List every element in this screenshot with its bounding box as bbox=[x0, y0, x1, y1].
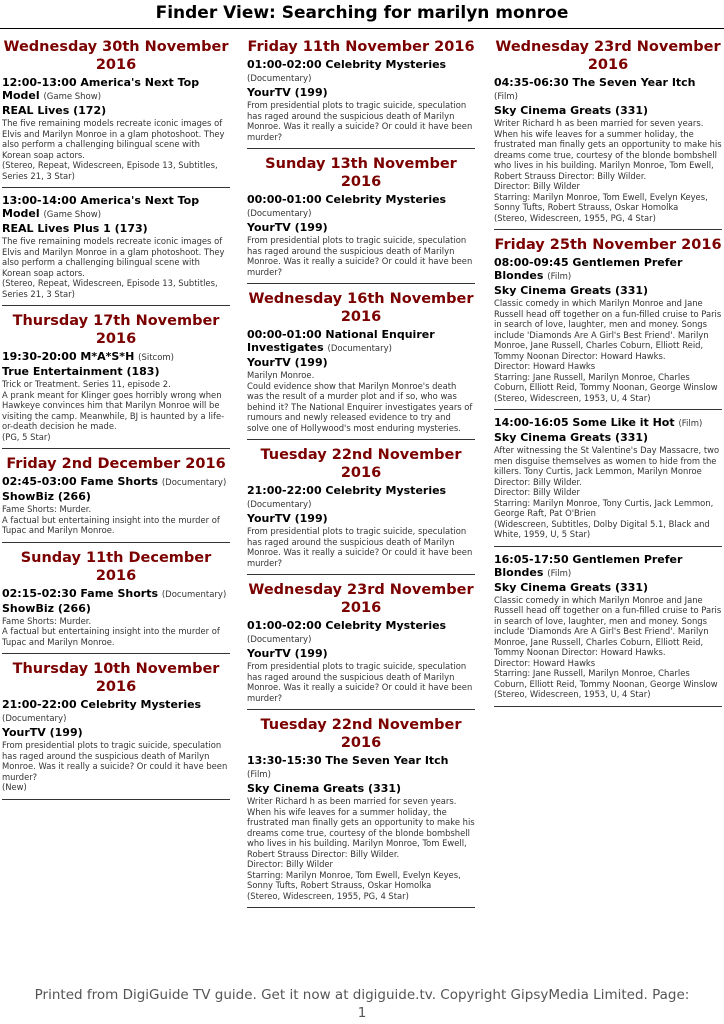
listing-column-3 bbox=[494, 38, 722, 713]
channel-name: Sky Cinema Greats (331) bbox=[494, 431, 649, 444]
programme-genre: (Film) bbox=[678, 419, 703, 429]
listing-entry bbox=[494, 256, 722, 410]
programme-heading bbox=[494, 416, 722, 431]
programme-heading bbox=[247, 484, 475, 512]
programme-genre: (Game Show) bbox=[43, 210, 102, 220]
day-heading: Wednesday 23rd November 2016 bbox=[248, 582, 474, 616]
day-heading: Friday 25th November 2016 bbox=[494, 237, 722, 253]
programme-time-title: 21:00-22:00 Celebrity Mysteries bbox=[2, 698, 202, 711]
programme-time-title: 08:00-09:45 Gentlemen Prefer Blondes bbox=[494, 256, 683, 282]
day-heading: Wednesday 16th November 2016 bbox=[248, 291, 474, 325]
programme-description: Writer Richard h as been married for seven years. When his wife leaves for a summer holiday, the frustrated man finally gets an opportunity to make his dreams come true, courtesy of the blonde bombshell who lives in his building. Marilyn Monroe, Tom Ewell, Robert Strauss Director: Billy Wilder. Director: Billy Wilder Starring: Marilyn Monroe, Tom Ewell, Evelyn Keyes, Sonny Tufts, Robert Strauss, Oskar Homolka (Stereo, Widescreen, 1955, PG, 4 Star) bbox=[247, 796, 475, 901]
programme-description: Marilyn Monroe. Could evidence show that Marilyn Monroe's death was the result of a murder plot and if so, who was behind it? The National Enquirer investigates years of rumours and newly released evidence to try and solve one of Hollywood's most enduring mysteries. bbox=[247, 370, 473, 433]
channel-name: REAL Lives Plus 1 (173) bbox=[2, 222, 148, 235]
programme-genre: (Film) bbox=[547, 568, 572, 579]
listing-entry bbox=[2, 698, 230, 800]
channel-name: ShowBiz (266) bbox=[2, 601, 91, 615]
programme-heading bbox=[2, 698, 230, 726]
programme-genre: (Documentary) bbox=[327, 344, 392, 354]
programme-heading bbox=[247, 193, 475, 221]
listing-entry bbox=[247, 328, 475, 440]
channel-name: YourTV (199) bbox=[247, 221, 328, 234]
day-heading: Wednesday 23rd November 2016 bbox=[495, 39, 721, 73]
day-heading: Friday 11th November 2016 bbox=[247, 39, 475, 55]
channel-name: REAL Lives (172) bbox=[2, 104, 107, 117]
day-heading: Tuesday 22nd November 2016 bbox=[260, 447, 462, 481]
day-heading: Friday 2nd December 2016 bbox=[6, 456, 226, 472]
programme-heading bbox=[2, 475, 230, 490]
programme-heading bbox=[2, 350, 230, 365]
listing-entry bbox=[247, 484, 475, 575]
programme-description: The five remaining models recreate iconic images of Elvis and Marilyn Monroe in a glam photoshoot. They also perform a challenging bilingual scene with Korean soap actors. (Stereo, Repeat, Widescreen, Episode 13, Subtitles, Series 21, 3 Star) bbox=[2, 118, 225, 181]
programme-time-title: 21:00-22:00 Celebrity Mysteries bbox=[247, 484, 447, 497]
programme-time-title: 00:00-01:00 National Enquirer Investigates bbox=[247, 328, 435, 354]
listing-entry bbox=[2, 350, 230, 449]
programme-time-title: 14:00-16:05 Some Like it Hot bbox=[494, 416, 675, 429]
listing-entry bbox=[247, 193, 475, 284]
listing-entry bbox=[2, 194, 230, 306]
programme-description: From presidential plots to tragic suicide, speculation has raged around the suspicious death of Marilyn Monroe. Was it really a suicide? Or could it have been murder? bbox=[247, 100, 473, 142]
programme-description: Classic comedy in which Marilyn Monroe and Jane Russell head off together on a fun-filled cruise to Paris in search of love, laughter, men and money. Songs include 'Diamonds Are A Girl's Best Friend'. Marilyn Monroe, Jane Russell, Charles Coburn, Elliott Reid, Tommy Noonan Director: Howard Hawks. Director: Howard Hawks Starring: Jane Russell, Marilyn Monroe, Charles Coburn, Elliott Reid, Tommy Noonan, George Winslow (Stereo, Widescreen, 1953, U, 4 Star) bbox=[494, 594, 722, 699]
programme-description: Writer Richard h as been married for seven years. When his wife leaves for a summer holiday, the frustrated man finally gets an opportunity to make his dreams come true, courtesy of the blonde bombshell who lives in his building. Marilyn Monroe, Tom Ewell, Robert Strauss Director: Billy Wilder. Director: Billy Wilder Starring: Marilyn Monroe, Tom Ewell, Evelyn Keyes, Sonny Tufts, Robert Strauss, Oskar Homolka (Stereo, Widescreen, 1955, PG, 4 Star) bbox=[494, 118, 722, 223]
listing-entry bbox=[494, 416, 722, 547]
programme-time-title: 13:00-14:00 America's Next Top Model bbox=[2, 194, 200, 220]
listing-entry bbox=[247, 754, 475, 908]
programme-heading bbox=[2, 76, 230, 104]
programme-description: Trick or Treatment. Series 11, episode 2. A prank meant for Klinger goes horribly wrong when Hawkeye convinces him that Marilyn Monroe will be visiting the camp. Meanwhile, BJ is haunted by a life-or-death decision he made. (PG, 5 Star) bbox=[2, 379, 225, 442]
programme-genre: (Documentary) bbox=[247, 635, 312, 645]
programme-heading bbox=[2, 194, 230, 222]
programme-genre: (Documentary) bbox=[2, 714, 67, 724]
day-heading: Sunday 13th November 2016 bbox=[265, 156, 457, 190]
programme-heading bbox=[247, 328, 475, 356]
page-title: Finder View: Searching for marilyn monroe bbox=[155, 3, 569, 23]
channel-name: YourTV (199) bbox=[247, 512, 328, 525]
programme-genre: (Film) bbox=[494, 92, 518, 102]
programme-time-title: 01:00-02:00 Celebrity Mysteries bbox=[247, 619, 447, 632]
programme-heading bbox=[494, 553, 722, 581]
programme-genre: (Documentary) bbox=[247, 74, 312, 84]
programme-description: Fame Shorts: Murder. A factual but entertaining insight into the murder of Tupac and Marilyn Monroe. bbox=[2, 504, 220, 535]
listing-entry bbox=[2, 587, 230, 655]
channel-name: Sky Cinema Greats (331) bbox=[494, 580, 649, 594]
day-heading: Wednesday 30th November 2016 bbox=[3, 39, 229, 73]
programme-genre: (Documentary) bbox=[161, 478, 227, 488]
programme-genre: (Film) bbox=[547, 272, 572, 282]
programme-time-title: 01:00-02:00 Celebrity Mysteries bbox=[247, 58, 447, 71]
channel-name: YourTV (199) bbox=[2, 726, 83, 739]
day-heading: Tuesday 22nd November 2016 bbox=[260, 717, 462, 751]
programme-genre: (Documentary) bbox=[161, 589, 227, 600]
programme-heading bbox=[494, 256, 722, 284]
programme-genre: (Game Show) bbox=[43, 92, 102, 102]
programme-genre: (Film) bbox=[247, 770, 271, 780]
channel-name: YourTV (199) bbox=[247, 647, 328, 660]
channel-name: Sky Cinema Greats (331) bbox=[247, 782, 402, 795]
channel-name: Sky Cinema Greats (331) bbox=[494, 284, 649, 297]
channel-name: ShowBiz (266) bbox=[2, 490, 91, 503]
programme-description: After witnessing the St Valentine's Day Massacre, two men disguise themselves as women to hide from the killers. Tony Curtis, Jack Lemmon, Marilyn Monroe Director: Billy Wilder. Director: Billy Wilder Starring: Marilyn Monroe, Tony Curtis, Jack Lemmon, George Raft, Pat O'Brien (Widescreen, Subtitles, Dolby Digital 5.1, Black and White, 1959, U, 5 Star) bbox=[494, 445, 720, 539]
print-footer: Printed from DigiGuide TV guide. Get it now at digiguide.tv. Copyright GipsyMedia Limited. Page: 1 bbox=[34, 987, 690, 1021]
programme-heading bbox=[247, 754, 475, 782]
programme-heading bbox=[247, 619, 475, 647]
title-divider bbox=[0, 28, 724, 29]
listing-entry bbox=[247, 619, 475, 710]
listing-entry bbox=[494, 553, 722, 707]
channel-name: Sky Cinema Greats (331) bbox=[494, 104, 649, 117]
channel-name: YourTV (199) bbox=[247, 356, 328, 369]
programme-heading bbox=[247, 58, 475, 86]
programme-time-title: 12:00-13:00 America's Next Top Model bbox=[2, 76, 200, 102]
listing-column-1 bbox=[2, 38, 230, 806]
programme-time-title: 16:05-17:50 Gentlemen Prefer Blondes bbox=[494, 552, 683, 579]
programme-description: From presidential plots to tragic suicide, speculation has raged around the suspicious death of Marilyn Monroe. Was it really a suicide? Or could it have been murder? (New) bbox=[2, 740, 228, 792]
listing-entry bbox=[494, 76, 722, 230]
programme-description: From presidential plots to tragic suicide, speculation has raged around the suspicious death of Marilyn Monroe. Was it really a suicide? Or could it have been murder? bbox=[247, 235, 473, 277]
programme-time-title: 13:30-15:30 The Seven Year Itch bbox=[247, 754, 449, 767]
programme-time-title: 00:00-01:00 Celebrity Mysteries bbox=[247, 193, 447, 206]
programme-genre: (Documentary) bbox=[247, 500, 312, 510]
programme-genre: (Documentary) bbox=[247, 209, 312, 219]
programme-description: Fame Shorts: Murder. A factual but entertaining insight into the murder of Tupac and Marilyn Monroe. bbox=[2, 615, 220, 647]
programme-time-title: 02:15-02:30 Fame Shorts bbox=[2, 586, 159, 600]
listing-column-2 bbox=[247, 38, 475, 914]
listing-entry bbox=[2, 475, 230, 543]
programme-heading bbox=[2, 587, 230, 602]
programme-description: From presidential plots to tragic suicide, speculation has raged around the suspicious death of Marilyn Monroe. Was it really a suicide? Or could it have been murder? bbox=[247, 661, 473, 703]
programme-heading bbox=[494, 76, 722, 104]
channel-name: True Entertainment (183) bbox=[2, 365, 160, 378]
programme-description: From presidential plots to tragic suicide, speculation has raged around the suspicious death of Marilyn Monroe. Was it really a suicide? Or could it have been murder? bbox=[247, 526, 473, 568]
programme-description: Classic comedy in which Marilyn Monroe and Jane Russell head off together on a fun-filled cruise to Paris in search of love, laughter, men and money. Songs include 'Diamonds Are A Girl's Best Friend'. Marilyn Monroe, Jane Russell, Charles Coburn, Elliott Reid, Tommy Noonan Director: Howard Hawks. Director: Howard Hawks Starring: Jane Russell, Marilyn Monroe, Charles Coburn, Elliott Reid, Tommy Noonan, George Winslow (Stereo, Widescreen, 1953, U, 4 Star) bbox=[494, 298, 722, 403]
programme-genre: (Sitcom) bbox=[138, 353, 175, 363]
programme-time-title: 02:45-03:00 Fame Shorts bbox=[2, 475, 159, 488]
programme-time-title: 04:35-06:30 The Seven Year Itch bbox=[494, 76, 696, 89]
channel-name: YourTV (199) bbox=[247, 86, 328, 99]
listing-entry bbox=[247, 58, 475, 149]
listing-entry bbox=[2, 76, 230, 188]
day-heading: Thursday 17th November 2016 bbox=[12, 313, 220, 347]
day-heading: Sunday 11th December 2016 bbox=[20, 549, 212, 584]
day-heading: Thursday 10th November 2016 bbox=[12, 661, 220, 695]
programme-time-title: 19:30-20:00 M*A*S*H bbox=[2, 350, 135, 363]
programme-description: The five remaining models recreate iconic images of Elvis and Marilyn Monroe in a glam photoshoot. They also perform a challenging bilingual scene with Korean soap actors. (Stereo, Repeat, Widescreen, Episode 13, Subtitles, Series 21, 3 Star) bbox=[2, 236, 225, 299]
